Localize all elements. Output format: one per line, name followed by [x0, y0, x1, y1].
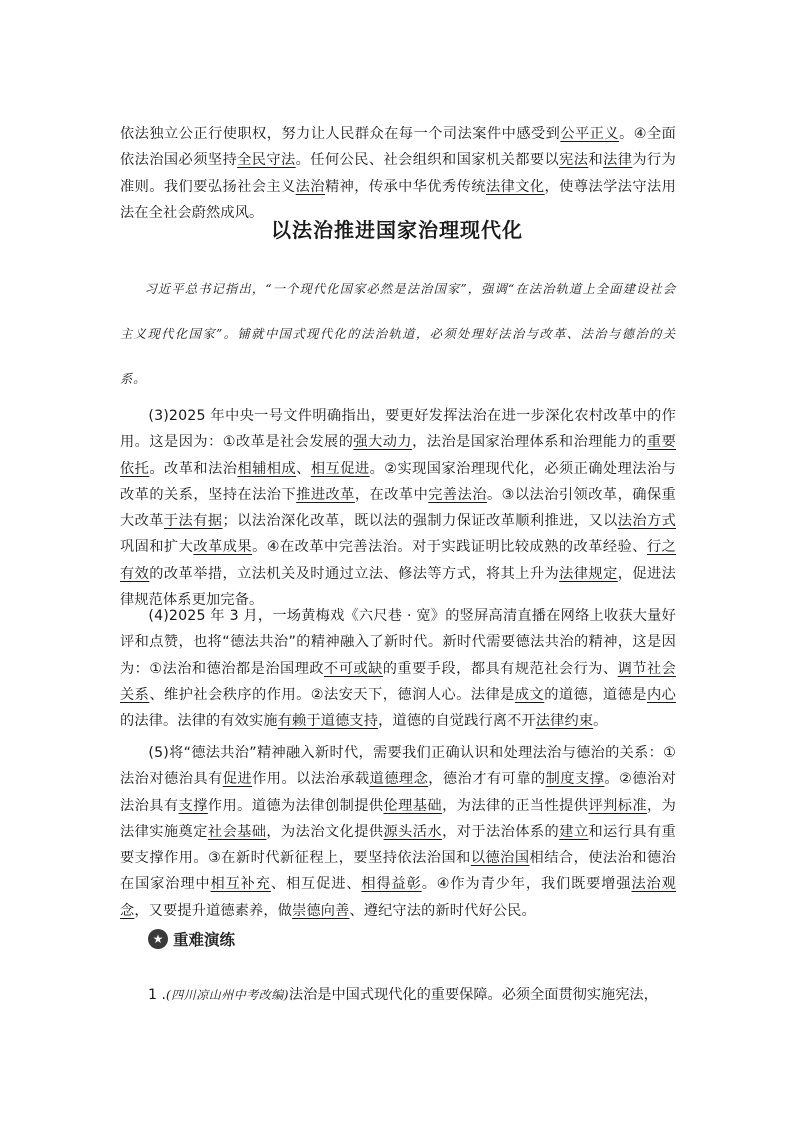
keyword: 相得益彰 [361, 876, 422, 893]
text: ，道德的自觉践行离不开 [378, 713, 536, 730]
paragraph-3 [120, 403, 676, 613]
text: 、维护社会秩序的作用。②法安天下，德润人心。法律是 [149, 686, 515, 703]
star-badge-icon: ★ [148, 929, 168, 949]
question-text: 法治是中国式现代化的重要保障。必须全面贯彻实施宪法， [288, 987, 658, 1003]
text: 和 [588, 152, 604, 169]
keyword: 以德治国 [470, 850, 530, 867]
practice-section-header [148, 928, 235, 950]
text: ，对于法治体系的 [442, 823, 560, 840]
keyword: 完善法治 [428, 486, 487, 503]
text: 。③以法治引领改革，确保重大改革 [120, 486, 676, 530]
text: ，法治是国家治理体系和治理能力的 [412, 434, 647, 451]
keyword: 推进改革 [296, 486, 355, 503]
text: 。④作为青少年，我们既要增强 [421, 876, 632, 893]
text: ，使尊法学法守法用法在全社会蔚然成风。 [120, 178, 676, 221]
keyword: 于法有据 [163, 513, 223, 530]
text: 依法独立公正行使职权，努力让人民群众在每一个司法案件中感受到 [120, 126, 561, 142]
question-source: (四川凉山州中考改编) [166, 988, 289, 1002]
text: 。②德治对法治具有 [120, 771, 676, 814]
text: 精神，传承中华优秀传统 [324, 178, 486, 195]
keyword: 法治方式 [617, 513, 676, 530]
section-title: 以法治推进国家治理现代化 [271, 218, 523, 242]
keyword: 法治 [295, 178, 325, 195]
text: 。②实现国家治理现代化，必须正确处理法治与改革的关系，坚持在法治下 [120, 460, 676, 503]
keyword: 有赖于道德支持 [277, 713, 379, 730]
keyword: 评判标准 [588, 797, 647, 814]
question-1 [148, 984, 688, 1004]
text: 。任何公民、社会组织和国家机关都要以 [295, 152, 560, 169]
text: ，促进法律规范体系更加完备。 [120, 565, 676, 609]
text: ，又要提升道德素养，做 [134, 902, 293, 919]
keyword: 源头活水 [383, 823, 443, 840]
text: 为行为准则。我们要弘扬社会主义 [120, 152, 676, 195]
keyword: 法律文化 [485, 178, 545, 195]
keyword: 支撑 [178, 797, 208, 814]
keyword: 法律约束 [535, 713, 594, 730]
text: 、 [296, 460, 311, 477]
text: 相结合，使法治和德治在国家治理中 [120, 850, 676, 893]
section-label: 重难演练 [173, 931, 236, 949]
keyword: 强大动力 [353, 434, 413, 451]
text: 。④在改革中完善法治。对于实践证明比较成熟的改革经验、 [252, 539, 647, 556]
text: (5)将“德法共治”精神融入新时代，需要我们正确认识和处理法治与德治的关系：①法治对德治具有 [120, 745, 676, 788]
keyword: 伦理基础 [383, 797, 443, 814]
keyword: 全民守法 [237, 152, 296, 169]
text: ，德治才有可靠的 [428, 771, 546, 788]
text: 。 [593, 713, 608, 730]
paragraph-4 [120, 603, 676, 734]
text: ；以法治深化改革，既以法的强制力保证改革顺利推进，又以 [222, 513, 618, 530]
keyword: 社会基础 [207, 823, 267, 840]
text: 、遵纪守法的新时代好公民。 [349, 902, 536, 919]
keyword: 调节社会关系 [120, 660, 676, 703]
keyword: 宪法 [559, 152, 589, 169]
text: ，为法律的正当性提供 [442, 797, 589, 814]
keyword: 促进 [222, 771, 253, 788]
keyword: 制度支撑 [545, 771, 605, 788]
keyword: 相互促进 [310, 460, 370, 477]
keyword: 崇德向善 [292, 902, 350, 919]
keyword: 内心 [646, 686, 676, 703]
keyword: 行之有效 [120, 539, 676, 582]
keyword: 法治观念 [120, 876, 676, 919]
text: 的改革举措，立法机关及时通过立法、修法等方式，将其上升为 [149, 565, 560, 582]
text: 的道德，道德是 [544, 686, 647, 703]
keyword: 相互补充 [210, 876, 271, 893]
keyword: 法律 [603, 152, 633, 169]
keyword: 建立 [559, 823, 589, 840]
text: 和运行具有重要支撑作用。③在新时代新征程上，要坚持依法治国和 [120, 823, 676, 867]
text: 巩固和扩大 [120, 539, 194, 556]
text: ，为法律实施奠定 [120, 797, 676, 840]
text: (4)2025 年 3 月，一场黄梅戏《六尺巷 · 宽》的竖屏高清直播在网络上收获大量好评和点赞，也将“德法共治”的精神融入了新时代。新时代需要德法共治的精神，这是因为：①法治和德治都是治国理政 [120, 608, 676, 677]
text: 的法律。法律的有效实施 [120, 713, 278, 730]
intro-paragraph [120, 121, 676, 226]
keyword: 法律规定 [559, 565, 618, 582]
question-number: 1 . [148, 987, 167, 1003]
text: 。改革和法治 [149, 460, 238, 477]
text: 作用。以法治承载 [252, 771, 370, 788]
paragraph-5 [120, 740, 676, 924]
text: 作用。道德为法律创制提供 [207, 797, 384, 814]
text: 、相互促进、 [270, 876, 362, 893]
text: (3)2025 年中央一号文件明确指出，要更好发挥法治在进一步深化农村改革中的作用。这是因为：①改革是社会发展的 [120, 408, 676, 451]
text: 。④全面依法治国必须坚持 [120, 126, 676, 169]
keyword: 重要依托 [120, 434, 676, 477]
quote-paragraph: 习近平总书记指出，“一个现代化国家必然是法治国家”，强调“在法治轨道上全面建设社会主义现代化国家”。铺就中国式现代化的法治轨道，必须处理好法治与改革、法治与德治的关系。 [120, 282, 676, 386]
keyword: 道德理念 [369, 771, 429, 788]
text: ，在改革中 [354, 486, 429, 503]
keyword: 公平正义 [560, 126, 620, 142]
text: 的重要手段，都具有规范社会行为、 [382, 660, 618, 677]
keyword: 不可或缺 [324, 660, 383, 677]
text: ，为法治文化提供 [266, 823, 384, 840]
keyword: 相辅相成 [237, 460, 297, 477]
keyword: 成文 [514, 686, 545, 703]
keyword: 改革成果 [193, 539, 253, 556]
